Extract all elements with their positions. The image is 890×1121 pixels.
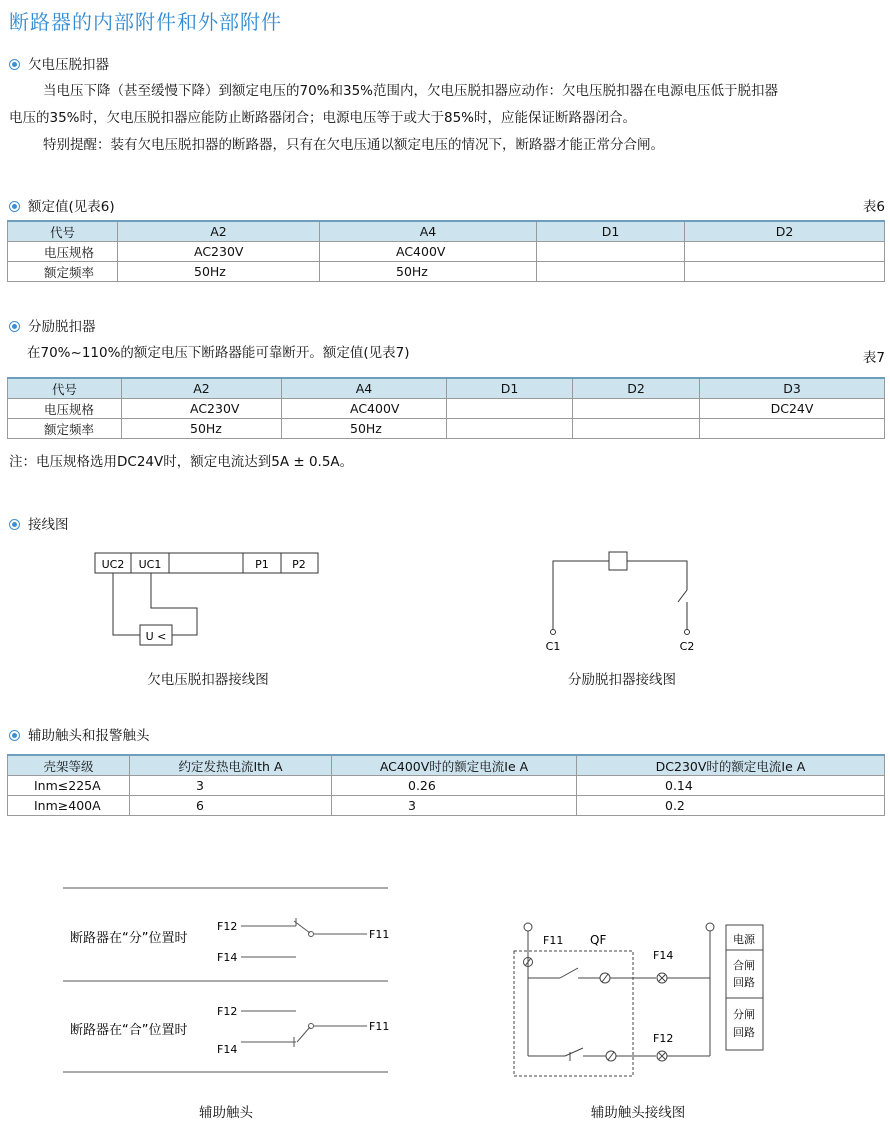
table-cell: 0.26 — [332, 776, 577, 796]
table7-note: 注：电压规格选用DC24V时，额定电流达到5A ± 0.5A。 — [9, 454, 354, 470]
table-cell: AC400V — [282, 399, 447, 419]
label-f11: F11 — [369, 1020, 390, 1033]
label-f14: F14 — [217, 951, 238, 964]
terminal-uc2: UC2 — [101, 558, 125, 571]
power-label: 电源 — [733, 933, 755, 946]
label-f14: F14 — [653, 949, 674, 962]
table-cell: 3 — [130, 776, 332, 796]
aux-diagrams — [0, 880, 890, 1095]
label-f14: F14 — [217, 1043, 238, 1056]
table-header: A2 — [122, 378, 282, 399]
table-cell: AC230V — [118, 242, 320, 262]
section-heading-undervoltage: 欠电压脱扣器 — [9, 53, 109, 73]
terminal-uc1: UC1 — [138, 558, 162, 571]
section-heading-shunt: 分励脱扣器 — [9, 315, 96, 335]
table-cell — [685, 242, 885, 262]
terminal-p1: P1 — [255, 558, 269, 571]
label-f12: F12 — [217, 920, 238, 933]
closed-position-label: 断路器在“合”位置时 — [70, 1023, 188, 1038]
aux-contact-caption: 辅助触头 — [199, 1105, 253, 1121]
table-cell: Inm≥400A — [8, 796, 130, 816]
close-circuit-label: 回路 — [733, 976, 755, 989]
aux-wiring-caption: 辅助触头接线图 — [590, 1105, 686, 1121]
terminal-p2: P2 — [292, 558, 306, 571]
table-cell: 0.2 — [577, 796, 885, 816]
label-f12: F12 — [653, 1032, 674, 1045]
shunt-text: 在70%~110%的额定电压下断路器能可靠断开。额定值(见表7) — [27, 345, 410, 361]
table-cell: 6 — [130, 796, 332, 816]
table-cell — [700, 419, 885, 439]
undervoltage-coil-label: U < — [145, 630, 167, 643]
table-cell: Inm≤225A — [8, 776, 130, 796]
table-row — [8, 242, 885, 262]
table-row — [8, 796, 885, 816]
terminal-c2: C2 — [679, 640, 695, 653]
table-cell: DC24V — [700, 399, 885, 419]
table-cell: 50Hz — [122, 419, 282, 439]
table-cell — [573, 419, 700, 439]
bullet-icon — [9, 201, 20, 212]
table-row — [8, 399, 885, 419]
table-header: DC230V时的额定电流Ie A — [577, 755, 885, 776]
table-header: D1 — [447, 378, 573, 399]
table-cell: 额定频率 — [8, 419, 122, 439]
page-title: 断路器的内部附件和外部附件 — [9, 10, 282, 34]
shunt-diagram-caption: 分励脱扣器接线图 — [568, 672, 676, 688]
table-row — [8, 776, 885, 796]
table-cell — [685, 262, 885, 282]
label-f11: F11 — [369, 928, 390, 941]
table-cell — [573, 399, 700, 419]
table-cell: 电压规格 — [8, 399, 122, 419]
terminal-c1: C1 — [545, 640, 561, 653]
table-header: A2 — [118, 221, 320, 242]
open-circuit-label: 回路 — [733, 1026, 755, 1039]
undervoltage-text-1: 当电压下降（甚至缓慢下降）到额定电压的70%和35%范围内，欠电压脱扣器应动作：欠电压脱扣器在电源电压低于脱扣器 — [43, 83, 779, 99]
bullet-icon — [9, 59, 20, 70]
label-f11: F11 — [543, 934, 564, 947]
undervoltage-wiring-diagram — [95, 553, 318, 645]
table-header: A4 — [320, 221, 537, 242]
shunt-wiring-diagram — [551, 552, 690, 635]
table-header: 代号 — [8, 378, 122, 399]
undervoltage-diagram-caption: 欠电压脱扣器接线图 — [147, 672, 269, 688]
label-qf: QF — [590, 933, 607, 947]
undervoltage-warning: 特别提醒：装有欠电压脱扣器的断路器，只有在欠电压通以额定电压的情况下，断路器才能正常分合闸。 — [43, 137, 664, 153]
table-cell: AC230V — [122, 399, 282, 419]
open-position-label: 断路器在“分”位置时 — [70, 931, 188, 946]
bullet-icon — [9, 519, 20, 530]
undervoltage-text-2: 电压的35%时，欠电压脱扣器应能防止断路器闭合；电源电压等于或大于85%时，应能保证断路器闭合。 — [9, 110, 637, 126]
table-number: 表7 — [862, 350, 885, 366]
open-circuit-label: 分闸 — [733, 1008, 755, 1021]
bullet-icon — [9, 730, 20, 741]
table-cell: 50Hz — [320, 262, 537, 282]
section-heading-aux: 辅助触头和报警触头 — [9, 724, 150, 744]
table-cell: 0.14 — [577, 776, 885, 796]
section-heading-wiring: 接线图 — [9, 513, 69, 533]
table-header: A4 — [282, 378, 447, 399]
table-cell: 电压规格 — [8, 242, 118, 262]
table-row — [8, 419, 885, 439]
table-cell: 50Hz — [282, 419, 447, 439]
table-header: 约定发热电流Ith A — [130, 755, 332, 776]
aux-contact-table — [7, 754, 885, 816]
close-circuit-label: 合闸 — [733, 959, 755, 972]
section-heading-rated: 额定值(见表6) — [9, 195, 115, 215]
table-header: D2 — [573, 378, 700, 399]
table-header: AC400V时的额定电流Ie A — [332, 755, 577, 776]
table-cell: AC400V — [320, 242, 537, 262]
table-cell: 额定频率 — [8, 262, 118, 282]
table-cell: 50Hz — [118, 262, 320, 282]
table-cell — [537, 242, 685, 262]
bullet-icon — [9, 321, 20, 332]
table-6 — [7, 220, 885, 282]
undervoltage-paragraph — [9, 78, 889, 159]
table-cell — [537, 262, 685, 282]
table-cell — [447, 419, 573, 439]
table-7 — [7, 377, 885, 439]
table-cell: 3 — [332, 796, 577, 816]
table-cell — [447, 399, 573, 419]
table-header: D2 — [685, 221, 885, 242]
table-row — [8, 262, 885, 282]
label-f12: F12 — [217, 1005, 238, 1018]
table-header: 代号 — [8, 221, 118, 242]
table-header: 壳架等级 — [8, 755, 130, 776]
table-number: 表6 — [862, 199, 885, 215]
table-header: D1 — [537, 221, 685, 242]
table-header: D3 — [700, 378, 885, 399]
